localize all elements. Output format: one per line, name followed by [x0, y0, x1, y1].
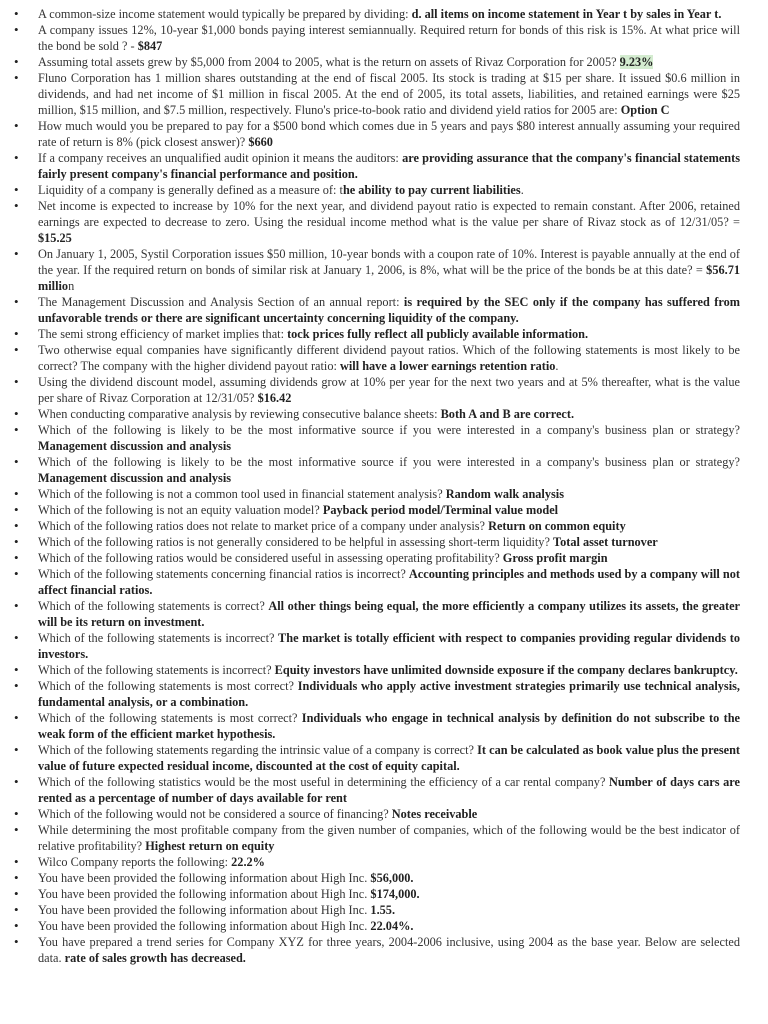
- answer-text: he ability to pay current liabilities: [342, 183, 521, 197]
- qa-item: [38, 406, 740, 422]
- answer-text: Management discussion and analysis: [38, 471, 232, 485]
- answer-text: tock prices fully reflect all publicly available information.: [287, 327, 589, 341]
- qa-item: [38, 774, 740, 806]
- answer-text: Individuals who engage in technical analysis by definition do not subscribe to the weak form of the efficient market hypothesis.: [38, 711, 740, 741]
- qa-item: [38, 662, 740, 678]
- question-text: Which of the following is not an equity valuation model?: [38, 503, 323, 517]
- qa-item: [38, 294, 740, 326]
- answer-text: Notes receivable: [391, 807, 478, 821]
- answer-text: Number of days cars are rented as a percentage of number of days available for rent: [38, 775, 740, 805]
- qa-item: [38, 486, 740, 502]
- answer-text: The market is totally efficient with respect to companies providing regular dividends to investors.: [38, 631, 740, 661]
- qa-item: [38, 806, 740, 822]
- qa-item: [38, 678, 740, 710]
- qa-item: [38, 918, 740, 934]
- answer-text: Both A and B are correct.: [440, 407, 575, 421]
- answer-text: $56,000.: [370, 871, 414, 885]
- question-text: Which of the following statements is incorrect?: [38, 631, 279, 645]
- question-text: A company issues 12%, 10-year $1,000 bonds paying interest semiannually. Required return for bonds of this risk is 15%. At what price will the bond be sold ? -: [38, 23, 740, 53]
- qa-item: [38, 534, 740, 550]
- question-text: When conducting comparative analysis by reviewing consecutive balance sheets:: [38, 407, 441, 421]
- qa-item: [38, 822, 740, 854]
- question-text: You have been provided the following information about High Inc.: [38, 871, 371, 885]
- question-text: You have been provided the following information about High Inc.: [38, 903, 371, 917]
- answer-text: 22.04%.: [370, 919, 414, 933]
- answer-text: All other things being equal, the more efficiently a company utilizes its assets, the greater will be its return on investment.: [38, 599, 740, 629]
- qa-item: [38, 518, 740, 534]
- question-text: Fluno Corporation has 1 million shares outstanding at the end of fiscal 2005. Its stock is trading at $15 per share. It issued $0.6 million in dividends, and had net income of $1 million in fiscal 2005. At the end of 2005, its total assets, liabilities, and retained earnings were $25 million, $15 million, and $7.5 million, respectively. Fluno's price-to-book ratio and dividend yield ratios for 2005 are:: [38, 71, 740, 117]
- qa-item: [38, 742, 740, 774]
- trailing-text: .: [520, 183, 524, 197]
- qa-item: [38, 22, 740, 54]
- question-text: Which of the following ratios would be considered useful in assessing operating profitability?: [38, 551, 503, 565]
- question-text: Assuming total assets grew by $5,000 from 2004 to 2005, what is the return on assets of Rivaz Corporation for 2005?: [38, 55, 620, 69]
- qa-item: [38, 566, 740, 598]
- question-text: Which of the following is likely to be the most informative source if you were interested in a company's business plan or strategy?: [38, 455, 740, 469]
- question-text: Net income is expected to increase by 10% for the next year, and dividend payout ratio is expected to remain constant. After 2006, retained earnings are expected to decrease to zero. Using the residual income method what is the value per share of Rivaz stock as of 12/31/05? =: [38, 199, 740, 229]
- question-text: Liquidity of a company is generally defined as a measure of: t: [38, 183, 343, 197]
- answer-text: Option C: [620, 103, 670, 117]
- question-text: Using the dividend discount model, assuming dividends grow at 10% per year for the next two years and at 5% thereafter, what is the value per share of Rivaz Corporation at 12/31/05?: [38, 375, 740, 405]
- answer-text: d. all items on income statement in Year t by sales in Year t.: [411, 7, 722, 21]
- question-text: Which of the following ratios does not relate to market price of a company under analysis?: [38, 519, 489, 533]
- qa-item: [38, 326, 740, 342]
- question-text: Which of the following statements regarding the intrinsic value of a company is correct?: [38, 743, 478, 757]
- answer-text: Return on common equity: [488, 519, 626, 533]
- question-text: Which of the following would not be considered a source of financing?: [38, 807, 392, 821]
- qa-item: [38, 902, 740, 918]
- qa-item: [38, 502, 740, 518]
- trailing-text: n: [68, 279, 75, 293]
- answer-text: $660: [248, 135, 273, 149]
- answer-text: is required by the SEC only if the company has suffered from unfavorable trends or there are significant uncertainty concerning liquidity of the company.: [38, 295, 740, 325]
- qa-item: [38, 550, 740, 566]
- question-text: Which of the following is likely to be the most informative source if you were interested in a company's business plan or strategy?: [38, 423, 740, 437]
- question-text: You have been provided the following information about High Inc.: [38, 919, 371, 933]
- qa-item: [38, 710, 740, 742]
- question-text: The semi strong efficiency of market implies that:: [38, 327, 288, 341]
- question-text: Which of the following statements concerning financial ratios is incorrect?: [38, 567, 409, 581]
- question-text: The Management Discussion and Analysis Section of an annual report:: [38, 295, 404, 309]
- question-text: You have been provided the following information about High Inc.: [38, 887, 371, 901]
- answer-text: rate of sales growth has decreased.: [64, 951, 246, 965]
- question-text: Which of the following statements is incorrect?: [38, 663, 275, 677]
- answer-text: Individuals who apply active investment strategies primarily use technical analysis, fundamental analysis, or a combination.: [38, 679, 740, 709]
- question-text: Two otherwise equal companies have significantly different dividend payout ratios. Which of the following statements is most likely to be correct? The company with the higher dividend payout ratio:: [38, 343, 740, 373]
- answer-text: 1.55.: [370, 903, 396, 917]
- answer-text: $56.71 millio: [38, 263, 740, 293]
- answer-text: Accounting principles and methods used by a company will not affect financial ratios.: [38, 567, 741, 597]
- answer-text: $847: [137, 39, 163, 53]
- qa-item: [38, 870, 740, 886]
- answer-text: Payback period model/Terminal value model: [322, 503, 559, 517]
- answer-text: are providing assurance that the company's financial statements fairly present company's financial performance and position.: [38, 151, 740, 181]
- question-text: How much would you be prepared to pay for a $500 bond which comes due in 5 years and pays $80 interest annually assuming your required rate of return is 8% (pick closest answer)?: [38, 119, 740, 149]
- qa-item: [38, 182, 740, 198]
- question-text: If a company receives an unqualified audit opinion it means the auditors:: [38, 151, 403, 165]
- qa-item: [38, 454, 740, 486]
- question-text: Which of the following statements is most correct?: [38, 679, 298, 693]
- answer-text: Equity investors have unlimited downside exposure if the company declares bankruptcy.: [274, 663, 738, 677]
- qa-item: [38, 598, 740, 630]
- question-text: Which of the following statistics would be the most useful in determining the efficiency of a car rental company?: [38, 775, 610, 789]
- question-text: On January 1, 2005, Systil Corporation issues $50 million, 10-year bonds with a coupon rate of 10%. Interest is payable annually at the end of the year. If the required return on bonds of similar risk at January 1, 2006, is 8%, what will be the price of the bonds be at this date? =: [38, 247, 740, 277]
- qa-item: [38, 246, 740, 294]
- question-text: While determining the most profitable company from the given number of companies, which of the following would be the best indicator of relative profitability?: [38, 823, 740, 853]
- qa-item: [38, 198, 740, 246]
- qa-item: [38, 150, 740, 182]
- question-text: Which of the following statements is correct?: [38, 599, 269, 613]
- trailing-text: .: [555, 359, 559, 373]
- answer-text: It can be calculated as book value plus the present value of future expected residual income, discounted at the cost of equity capital.: [38, 743, 740, 773]
- answer-text: Total asset turnover: [553, 535, 658, 549]
- qa-item: [38, 6, 740, 22]
- qa-item: [38, 854, 740, 870]
- answer-text: Gross profit margin: [502, 551, 608, 565]
- qa-item: [38, 342, 740, 374]
- qa-item: [38, 374, 740, 406]
- answer-text: Random walk analysis: [445, 487, 564, 501]
- answer-text: will have a lower earnings retention ratio: [339, 359, 556, 373]
- qa-item: [38, 934, 740, 966]
- question-text: Which of the following statements is most correct?: [38, 711, 302, 725]
- answer-text: $16.42: [257, 391, 292, 405]
- qa-item: [38, 886, 740, 902]
- answer-text: Management discussion and analysis: [38, 439, 232, 453]
- answer-text: 9.23%: [619, 55, 654, 69]
- qa-item: [38, 118, 740, 150]
- question-text: Which of the following ratios is not generally considered to be helpful in assessing short-term liquidity?: [38, 535, 553, 549]
- answer-text: Highest return on equity: [145, 839, 275, 853]
- answer-text: $174,000.: [370, 887, 420, 901]
- qa-item: [38, 70, 740, 118]
- question-text: Wilco Company reports the following:: [38, 855, 232, 869]
- question-text: A common-size income statement would typically be prepared by dividing:: [38, 7, 412, 21]
- qa-item: [38, 630, 740, 662]
- question-text: Which of the following is not a common tool used in financial statement analysis?: [38, 487, 446, 501]
- answer-text: 22.2%: [231, 855, 265, 869]
- qa-item: [38, 422, 740, 454]
- answer-text: $15.25: [38, 231, 72, 245]
- question-text: You have prepared a trend series for Company XYZ for three years, 2004-2006 inclusive, using 2004 as the base year. Below are selected data.: [38, 935, 740, 965]
- qa-item: [38, 54, 740, 70]
